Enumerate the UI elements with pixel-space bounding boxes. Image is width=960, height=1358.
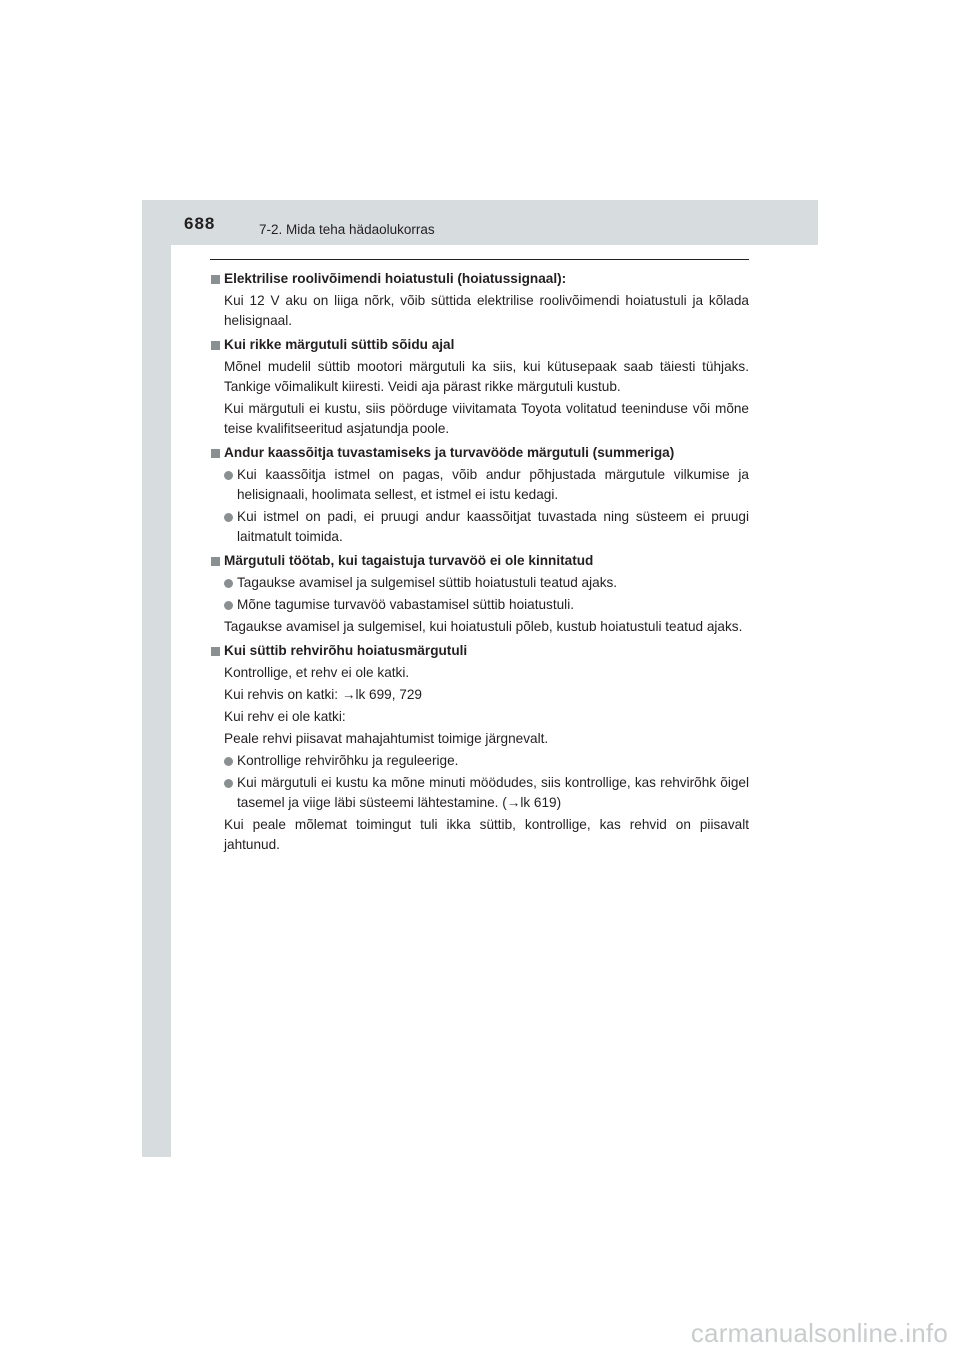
bullet-text: Kui märgutuli ei kustu ka mõne minuti möödudes, siis kontrollige, kas rehvirõhk õigel tasemel ja viige läbi süsteemi lähtestamine. (→lk 619) <box>237 775 749 810</box>
square-bullet-icon <box>211 647 220 656</box>
square-bullet-icon <box>211 557 220 566</box>
paragraph: Kontrollige, et rehv ei ole katki. <box>224 665 410 680</box>
top-rule <box>210 259 749 260</box>
section-title: 7-2. Mida teha hädaolukorras <box>259 222 435 237</box>
bullet-text: Kui kaassõitja istmel on pagas, võib andur põhjustada märgutule vilkumise ja helisignaali, hoolimata sellest, et istmel ei istu kedagi. <box>237 467 749 502</box>
square-bullet-icon <box>211 341 220 350</box>
page-content <box>210 265 749 855</box>
heading-text: Andur kaassõitja tuvastamiseks ja turvavööde märgutuli (summeriga) <box>224 445 675 460</box>
bullet-item <box>210 465 749 505</box>
paragraph: Kui peale mõlemat toimingut tuli ikka süttib, kontrollige, kas rehvid on piisavalt jahtunud. <box>224 817 749 852</box>
section-heading <box>210 335 749 355</box>
heading-text: Elektrilise roolivõimendi hoiatustuli (hoiatussignaal): <box>224 271 567 286</box>
circle-bullet-icon <box>224 513 233 522</box>
bullet-text: Kontrollige rehvirõhku ja reguleerige. <box>237 753 459 768</box>
watermark: carmanualsonline.info <box>690 1318 948 1348</box>
section-heading <box>210 269 749 289</box>
bullet-text: Tagaukse avamisel ja sulgemisel süttib hoiatustuli teatud ajaks. <box>237 575 618 590</box>
page-number: 688 <box>184 214 216 233</box>
circle-bullet-icon <box>224 471 233 480</box>
bullet-item <box>210 507 749 547</box>
heading-text: Kui süttib rehvirõhu hoiatusmärgutuli <box>224 643 468 658</box>
circle-bullet-icon <box>224 757 233 766</box>
paragraph: Kui rehvis on katki: →lk 699, 729 <box>224 687 422 702</box>
circle-bullet-icon <box>224 779 233 788</box>
section-heading <box>210 551 749 571</box>
square-bullet-icon <box>211 275 220 284</box>
circle-bullet-icon <box>224 601 233 610</box>
bullet-text: Mõne tagumise turvavöö vabastamisel süttib hoiatustuli. <box>237 597 574 612</box>
circle-bullet-icon <box>224 579 233 588</box>
paragraph: Tagaukse avamisel ja sulgemisel, kui hoiatustuli põleb, kustub hoiatustuli teatud ajaks. <box>224 619 743 634</box>
heading-text: Kui rikke märgutuli süttib sõidu ajal <box>224 337 455 352</box>
side-band <box>142 200 171 1157</box>
heading-text: Märgutuli töötab, kui tagaistuja turvavöö ei ole kinnitatud <box>224 553 594 568</box>
paragraph: Kui 12 V aku on liiga nõrk, võib süttida elektrilise roolivõimendi hoiatustuli ja kõlada helisignaal. <box>224 293 749 328</box>
section-heading <box>210 641 749 661</box>
paragraph: Mõnel mudelil süttib mootori märgutuli ka siis, kui kütusepaak saab täiesti tühjaks. Tankige võimalikult kiiresti. Veidi aja pärast rikke märgutuli kustub. <box>224 359 749 394</box>
bullet-item <box>210 751 749 771</box>
paragraph: Kui märgutuli ei kustu, siis pöörduge viivitamata Toyota volitatud teeninduse või mõne teise kvalifitseeritud asjatundja poole. <box>224 401 749 436</box>
header-band <box>142 200 818 245</box>
square-bullet-icon <box>211 449 220 458</box>
bullet-item <box>210 595 749 615</box>
bullet-item <box>210 773 749 813</box>
bullet-text: Kui istmel on padi, ei pruugi andur kaassõitjat tuvastada ning süsteem ei pruugi laitmatult toimida. <box>237 509 749 544</box>
paragraph: Peale rehvi piisavat mahajahtumist toimige järgnevalt. <box>224 731 549 746</box>
bullet-item <box>210 573 749 593</box>
paragraph: Kui rehv ei ole katki: <box>224 709 346 724</box>
section-heading <box>210 443 749 463</box>
